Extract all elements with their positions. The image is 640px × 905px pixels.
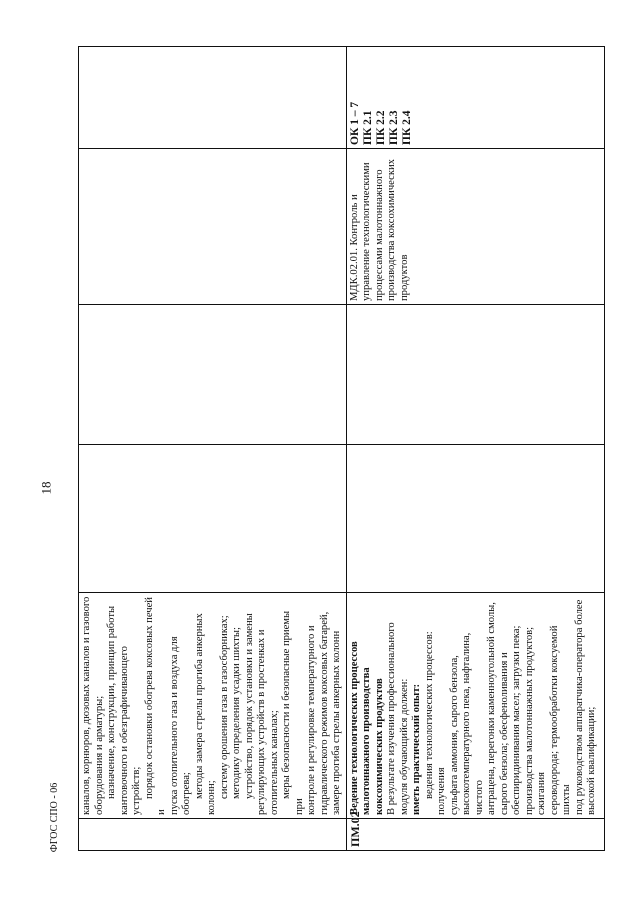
text-line: ведения технологических процессов: получения: [423, 631, 447, 815]
competency-code: ПК 2.1: [361, 110, 374, 145]
rotated-table-container: [78, 47, 597, 851]
module-intro: В результате изучения профессионального модуля обучающийся должен:: [386, 622, 410, 815]
text-line: антрацена, перегонки каменноугольной смолы,: [486, 602, 497, 815]
cell-mdk: [346, 149, 604, 305]
competency-code: ОК 1 – 7: [348, 101, 361, 145]
curriculum-table: [78, 46, 605, 851]
text-line: сырого бензола; обесфеноливания и: [498, 652, 510, 815]
text-line: порядок остановки обогрева коксовых печей и: [143, 597, 167, 815]
text-line: методику определения усадки шихты;: [231, 627, 242, 799]
cell-hours-max-empty: [79, 445, 347, 593]
cell-content-continuation: [79, 593, 347, 819]
text-line: методы замера стрелы прогиба анкерных колонн;: [193, 613, 217, 815]
cell-content: [346, 593, 604, 819]
text-line: обеспиридинивания масел; загрузки пека;: [511, 625, 522, 815]
cell-hours-max-empty: [346, 445, 604, 593]
text-line: систему орошения газа в газосборниках;: [218, 615, 230, 799]
page-number: 18: [38, 481, 54, 495]
cell-competencies-empty: [79, 47, 347, 149]
competency-code: ПК 2.2: [374, 110, 387, 145]
module-code: ПМ.02: [347, 811, 362, 847]
cell-hours-class-empty: [79, 305, 347, 445]
cell-mdk-empty: [79, 149, 347, 305]
cell-code-empty: [79, 819, 347, 851]
text-line: меры безопасности и безопасные приемы при: [281, 610, 305, 815]
text-line: устройство, порядок установки и замены: [243, 613, 255, 799]
text-line: регулирующих устройств в простенках и: [256, 629, 267, 815]
module-title: Ведение технологических процессов малотоннажного производства коксохимических продуктов: [348, 641, 385, 815]
cell-code: [346, 811, 604, 851]
text-line: под руководством аппаратчика-оператора более: [573, 599, 585, 815]
competency-code: ПК 2.3: [387, 110, 400, 145]
practical-experience-heading: иметь практический опыт:: [411, 683, 422, 815]
table-row-continuation: [79, 47, 347, 851]
table-row-pm02: [346, 47, 604, 851]
mdk-title: МДК.02.01. Контроль и управление технологическими процессами малотоннажного производства коксохимических продуктов: [348, 159, 410, 301]
competency-list: [349, 50, 414, 145]
text-line: сульфата аммония, сырого бензола,: [448, 655, 460, 815]
text-line: оборудования и арматуры;: [93, 695, 105, 815]
cell-hours-class-empty: [346, 305, 604, 445]
text-line: назначение, конструкции, принцип работы: [106, 605, 117, 799]
text-line: каналов, корнюров, дюзовых каналов и газового: [81, 596, 92, 815]
competency-code: ПК 2.4: [400, 110, 413, 145]
text-line: отопительных каналах;: [268, 710, 280, 815]
text-line: высокотемпературного пека, нафталина, чистого: [461, 632, 485, 815]
text-line: замере прогиба стрелы анкерных колонн: [331, 630, 342, 815]
text-line: пуска отопительного газа и воздуха для обогрева;: [168, 636, 192, 815]
footer-code: ФГОС СПО - 06: [49, 782, 61, 853]
text-line: производства малотоннажных продуктов; сжигания: [523, 626, 547, 815]
text-line: сероводорода; термообработки коксуемой шихты: [548, 625, 572, 815]
text-line: гидравлического режимов коксовых батарей,: [318, 611, 330, 815]
text-line: кантовочного и обезграфичивающего устройств;: [118, 646, 142, 815]
text-line: контроле и регулировке температурного и: [306, 625, 317, 815]
text-line: высокой квалификации;: [586, 706, 597, 815]
module-body-lines: [424, 596, 599, 815]
content-lines: [81, 596, 344, 815]
cell-competencies: [346, 47, 604, 149]
